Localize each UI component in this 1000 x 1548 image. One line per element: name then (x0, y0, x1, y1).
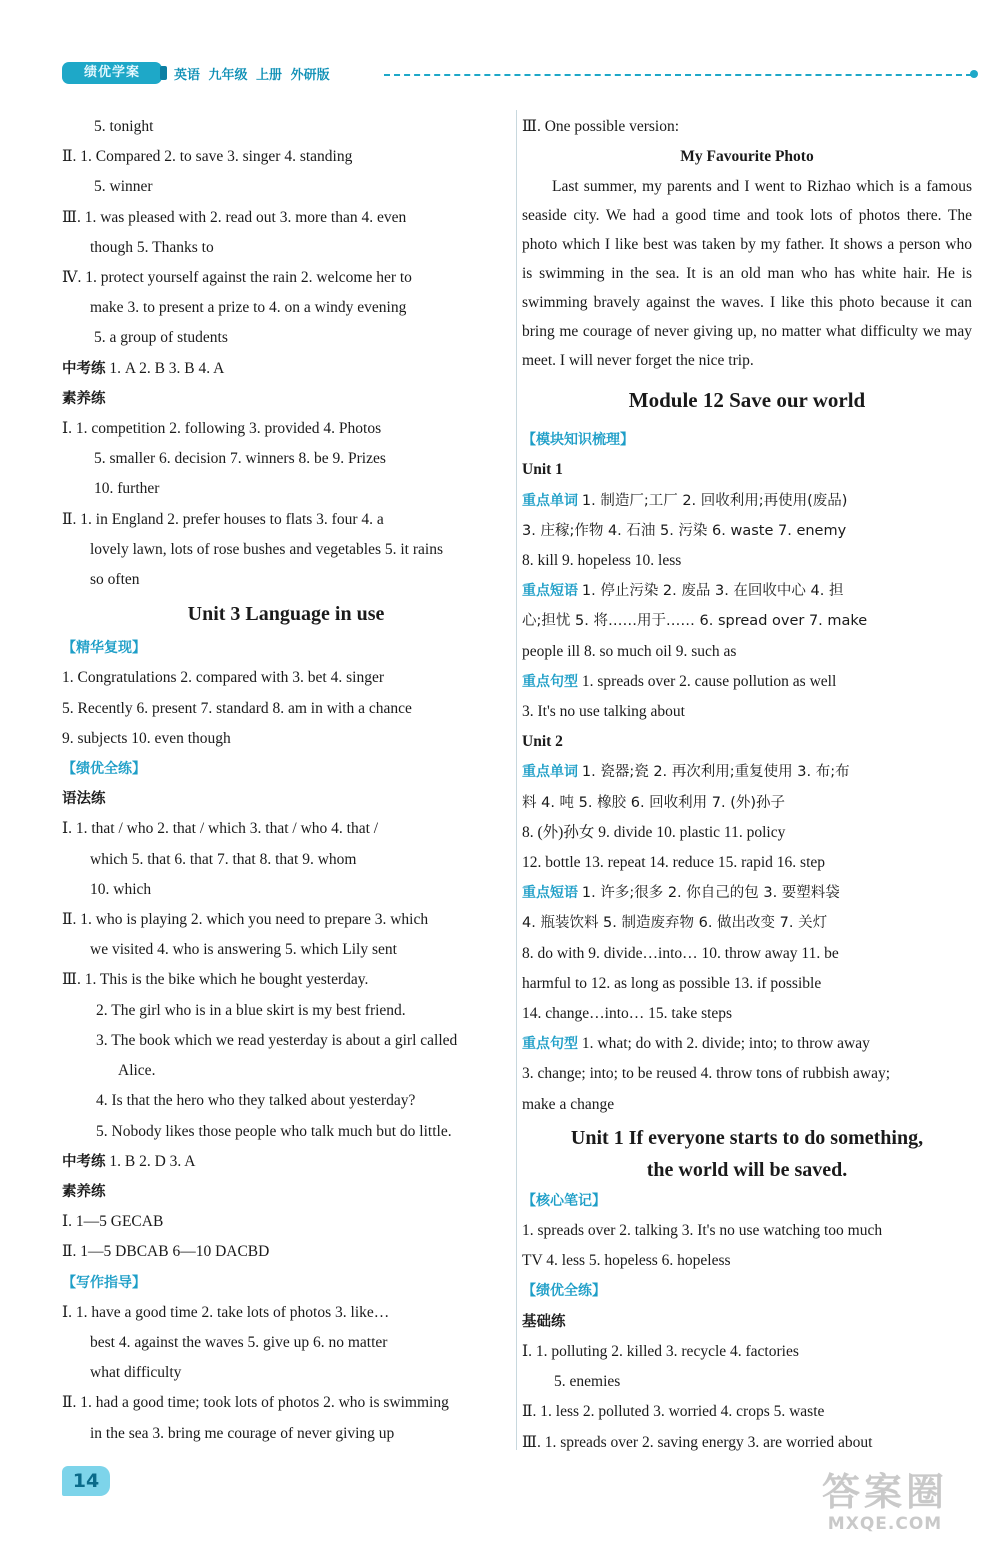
answer-line (522, 486, 972, 516)
section-label: 中考练 (62, 1153, 106, 1170)
answer-line: 4. 瓶装饮料 5. 制造废弃物 6. 做出改变 7. 关灯 (522, 915, 828, 932)
answer-line: Ⅱ. 1—5 DBCAB 6—10 DACBD (62, 1243, 270, 1261)
answer-line: 8. do with 9. divide…into… 10. throw away 11. be (522, 944, 839, 962)
answer-line: 5. smaller 6. decision 7. winners 8. be 9. Prizes (94, 450, 386, 468)
answer-line: Ⅰ. 1. have a good time 2. take lots of photos 3. like… (62, 1303, 390, 1321)
answer-line: Ⅱ. 1. who is playing 2. which you need to prepare 3. which (62, 911, 429, 929)
module-title: Module 12 Save our world (628, 388, 866, 413)
answer-line (522, 576, 972, 606)
answer-line: 10. which (90, 880, 152, 898)
section-label: 语法练 (62, 791, 106, 808)
answer-line: 4. Is that the hero who they talked about yesterday? (96, 1092, 416, 1110)
answer-line: Alice. (118, 1062, 156, 1080)
answer-line: Ⅲ. 1. This is the bike which he bought yesterday. (62, 971, 369, 989)
section-tag: 【绩优全练】 (62, 761, 146, 778)
answer-text: 1. 停止污染 2. 废品 3. 在回收中心 4. 担 (581, 583, 844, 600)
answer-text: 1. B 2. D 3. A (109, 1152, 196, 1170)
answer-line: 1. Congratulations 2. compared with 3. bet 4. singer (62, 669, 384, 687)
key-words-tag: 重点单词 (522, 492, 578, 509)
section-label: 基础练 (522, 1313, 566, 1330)
key-sentences-tag: 重点句型 (522, 673, 578, 690)
unit-title-line2: the world will be saved. (646, 1158, 848, 1181)
answer-line: what difficulty (90, 1364, 182, 1382)
answer-line: Ⅲ. 1. was pleased with 2. read out 3. more than 4. even (62, 208, 407, 226)
answer-text: 1. 瓷器;瓷 2. 再次利用;重复使用 3. 布;布 (581, 764, 850, 781)
watermark-url: MXQE.COM (827, 1514, 943, 1534)
answer-line: 5. Nobody likes those people who talk much but do little. (96, 1122, 452, 1140)
answer-line: Ⅱ. 1. had a good time; took lots of photos 2. who is swimming (62, 1394, 449, 1412)
answer-line: 10. further (94, 480, 160, 498)
answer-line: Ⅱ. 1. in England 2. prefer houses to flats 3. four 4. a (62, 510, 384, 528)
answer-line: 2. The girl who is in a blue skirt is my best friend. (96, 1001, 406, 1019)
answer-line (522, 757, 972, 787)
answer-line: 3. The book which we read yesterday is about a girl called (96, 1031, 458, 1049)
watermark-logo (790, 1470, 980, 1540)
answer-line: lovely lawn, lots of rose bushes and vegetables 5. it rains (90, 540, 443, 558)
key-sentences-tag: 重点句型 (522, 1036, 578, 1053)
answer-line: Ⅳ. 1. protect yourself against the rain 2. welcome her to (62, 269, 412, 287)
answer-text: 1. what; do with 2. divide; into; to throw away (581, 1035, 870, 1053)
answer-line: which 5. that 6. that 7. that 8. that 9. whom (90, 850, 357, 868)
answer-line (522, 878, 972, 908)
key-phrases-tag: 重点短语 (522, 885, 578, 902)
answer-line: best 4. against the waves 5. give up 6. no matter (90, 1333, 388, 1351)
answer-text: 1. 许多;很多 2. 你自己的包 3. 要塑料袋 (581, 885, 840, 902)
right-column (522, 112, 972, 1458)
watermark-text: 答案圈 (821, 1470, 948, 1514)
answer-line: 心;担忧 5. 将……用于…… 6. spread over 7. make (522, 613, 868, 630)
section-tag: 【精华复现】 (62, 640, 146, 657)
answer-line: Ⅲ. 1. spreads over 2. saving energy 3. are worried about (522, 1433, 873, 1451)
answer-line: 5. a group of students (94, 329, 228, 347)
unit-title: Unit 1 If everyone starts to do something, (570, 1126, 924, 1149)
book-subtitle: 英语 九年级 上册 外研版 (174, 68, 330, 83)
unit-label: Unit 1 (522, 461, 563, 479)
answer-line (62, 354, 510, 384)
left-column (62, 112, 510, 1449)
header-divider (384, 74, 972, 76)
answer-line: 5. Recently 6. present 7. standard 8. am in with a chance (62, 699, 412, 717)
answer-line: TV 4. less 5. hopeless 6. hopeless (522, 1252, 731, 1270)
page-header (62, 60, 982, 88)
answer-line: 5. enemies (554, 1373, 621, 1391)
answer-text: 1. A 2. B 3. B 4. A (109, 359, 225, 377)
section-label: 中考练 (62, 360, 106, 377)
answer-line: 12. bottle 13. repeat 14. reduce 15. rapid 16. step (522, 854, 826, 872)
answer-line: Ⅰ. 1. that / who 2. that / which 3. that / who 4. that / (62, 820, 379, 838)
answer-line: harmful to 12. as long as possible 13. if possible (522, 974, 822, 992)
answer-line: so often (90, 571, 140, 589)
answer-line: 8. kill 9. hopeless 10. less (522, 552, 682, 570)
section-tag: 【核心笔记】 (522, 1192, 606, 1209)
answer-line: Ⅱ. 1. Compared 2. to save 3. singer 4. standing (62, 148, 353, 166)
answer-line: 1. spreads over 2. talking 3. It's no use watching too much (522, 1222, 883, 1240)
answer-line: Ⅲ. One possible version: (522, 118, 680, 135)
answer-line (522, 1029, 972, 1059)
column-divider (516, 110, 517, 1450)
answer-line: 5. tonight (94, 118, 154, 135)
answer-line: Ⅰ. 1. competition 2. following 3. provided 4. Photos (62, 420, 382, 438)
answer-line: in the sea 3. bring me courage of never giving up (90, 1424, 395, 1442)
answer-line: 3. It's no use talking about (522, 703, 685, 721)
section-tag: 【绩优全练】 (522, 1283, 606, 1300)
answer-line: people ill 8. so much oil 9. such as (522, 642, 737, 660)
answer-line: 9. subjects 10. even though (62, 729, 231, 747)
section-label: 素养练 (62, 390, 106, 407)
section-tag: 【写作指导】 (62, 1274, 146, 1291)
answer-line: make a change (522, 1095, 615, 1113)
answer-line: 5. winner (94, 178, 153, 196)
answer-line: 3. 庄稼;作物 4. 石油 5. 污染 6. waste 7. enemy (522, 522, 847, 539)
section-label: 素养练 (62, 1183, 106, 1200)
answer-line: make 3. to present a prize to 4. on a windy evening (90, 299, 407, 317)
answer-line: Ⅱ. 1. less 2. polluted 3. worried 4. crops 5. waste (522, 1403, 825, 1421)
answer-line (522, 667, 972, 697)
answer-line (62, 1147, 510, 1177)
header-dot-icon (970, 70, 978, 78)
answer-line: 14. change…into… 15. take steps (522, 1005, 733, 1023)
unit-label: Unit 2 (522, 733, 563, 751)
answer-line: 料 4. 吨 5. 橡胶 6. 回收利用 7. (外)孙子 (522, 794, 786, 811)
key-words-tag: 重点单词 (522, 764, 578, 781)
answer-line: Ⅰ. 1—5 GECAB (62, 1213, 164, 1231)
unit-title: Unit 3 Language in use (187, 603, 385, 626)
answer-line: 3. change; into; to be reused 4. throw tons of rubbish away; (522, 1065, 891, 1083)
key-phrases-tag: 重点短语 (522, 583, 578, 600)
essay-title: My Favourite Photo (680, 148, 814, 166)
answer-text: 1. spreads over 2. cause pollution as well (581, 672, 837, 690)
essay-paragraph: Last summer, my parents and I went to Rizhao which is a famous seaside city. We had a good time and took lots of photos there. The photo which I like best was taken by my father. It shows a person who is swimming in the sea. It is an old man who has white hair. He is swimming bravely against the waves. I like this photo because it can bring me courage of never giving up, no matter what difficulty we may meet. I will never forget the nice trip. (522, 178, 972, 370)
page-number: 14 (62, 1466, 110, 1496)
answer-line: Ⅰ. 1. polluting 2. killed 3. recycle 4. factories (522, 1342, 799, 1360)
book-logo: 绩优学案 (62, 62, 162, 84)
answer-line: we visited 4. who is answering 5. which Lily sent (90, 941, 397, 959)
answer-line: 8. (外)孙女 9. divide 10. plastic 11. policy (522, 823, 786, 841)
answer-line: though 5. Thanks to (90, 238, 214, 256)
answer-text: 1. 制造厂;工厂 2. 回收利用;再使用(废品) (581, 492, 848, 509)
section-tag: 【模块知识梳理】 (522, 432, 634, 449)
